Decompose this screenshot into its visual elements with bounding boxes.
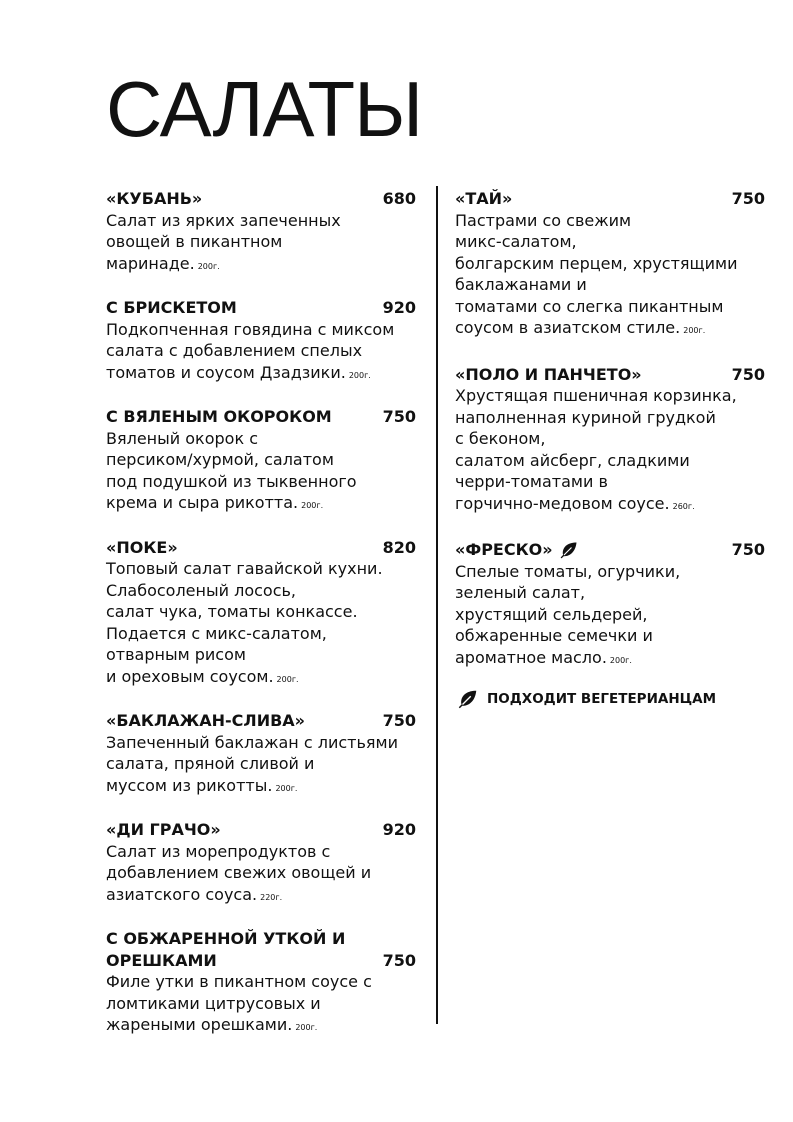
description-line — [106, 1014, 416, 1039]
description-line — [106, 644, 416, 666]
description-text: отварным рисом — [106, 645, 246, 664]
menu-item-weight: 200г. — [295, 1023, 318, 1032]
description-line — [106, 841, 416, 863]
menu-item-name — [455, 188, 512, 210]
menu-item-price: 680 — [382, 189, 416, 208]
description-text: салат чука, томаты конкассе. — [106, 602, 358, 621]
menu-item-header — [106, 537, 416, 559]
description-text: соусом в азиатском стиле. — [455, 318, 681, 337]
menu-item-name — [106, 406, 332, 428]
description-text: маринаде. — [106, 253, 195, 273]
description-text: Хрустящая пшеничная корзинка, — [455, 386, 737, 405]
description-text: черри-томатами в — [455, 472, 608, 491]
description-line — [455, 582, 765, 604]
menu-item-header — [106, 819, 416, 841]
menu-item-weight: 200г. — [197, 261, 220, 271]
menu-item-name — [106, 710, 305, 732]
menu-item-description — [455, 210, 765, 342]
description-text: Салат из морепродуктов с — [106, 841, 331, 861]
description-text: муссом из рикотты. — [106, 775, 273, 795]
description-text: с беконом, — [455, 429, 546, 448]
description-text: добавлением свежих овощей и — [106, 863, 372, 882]
description-line — [106, 993, 416, 1015]
menu-item-price: 750 — [731, 540, 765, 559]
description-line — [106, 558, 416, 580]
description-line — [106, 362, 416, 387]
description-line — [106, 471, 416, 493]
description-line — [106, 601, 416, 623]
menu-item-name-text: С БРИСКЕТОМ — [106, 298, 237, 317]
description-line — [106, 623, 416, 645]
description-text: крема и сыра рикотта. — [106, 493, 299, 512]
description-text: Топовый салат гавайской кухни. — [106, 559, 383, 578]
description-line — [106, 862, 416, 884]
menu-item-weight: 200г. — [301, 501, 324, 510]
menu-item-price: 750 — [382, 950, 416, 970]
menu-item — [455, 539, 765, 671]
menu-item-header — [106, 928, 416, 971]
menu-item-description — [106, 732, 416, 800]
menu-item — [106, 188, 416, 277]
description-line — [106, 340, 416, 362]
description-text: персиком/хурмой, салатом — [106, 450, 334, 469]
description-text: баклажанами и — [455, 275, 587, 294]
description-text: азиатского соуса. — [106, 884, 258, 904]
menu-item-header — [106, 188, 416, 210]
menu-item — [455, 188, 765, 342]
menu-item-name — [106, 819, 221, 841]
description-text: овощей в пикантном — [106, 232, 283, 251]
right-menu-column — [455, 188, 765, 671]
description-text: Подается с микс-салатом, — [106, 623, 327, 643]
description-line — [106, 492, 416, 517]
leaf-icon — [457, 688, 479, 710]
menu-item-description — [106, 558, 416, 690]
description-line — [455, 647, 765, 672]
page-title: САЛАТЫ — [106, 65, 423, 153]
menu-item-header — [106, 710, 416, 732]
description-line — [455, 493, 765, 518]
menu-item-description — [106, 210, 416, 278]
description-text: Вяленый окорок с — [106, 428, 258, 448]
description-line — [106, 580, 416, 602]
menu-item — [106, 819, 416, 908]
description-text: наполненная куриной грудкой — [455, 407, 716, 427]
description-text: Слабосоленый лосось, — [106, 580, 297, 600]
menu-item-weight: 200г. — [348, 370, 371, 380]
description-text: салата с добавлением спелых — [106, 341, 363, 360]
description-line — [106, 666, 416, 691]
menu-item-description — [106, 971, 416, 1039]
menu-item-name-text: «БАКЛАЖАН-СЛИВА» — [106, 711, 305, 730]
description-line — [106, 775, 416, 800]
description-text: обжаренные семечки и — [455, 626, 653, 645]
left-menu-column — [106, 188, 416, 1039]
menu-item-name — [106, 928, 366, 971]
description-line — [455, 296, 765, 318]
menu-item-name-text: «ПОКЕ» — [106, 537, 178, 557]
description-line — [455, 625, 765, 647]
menu-item — [106, 710, 416, 799]
menu-item-price: 750 — [382, 407, 416, 426]
menu-item-header — [106, 297, 416, 319]
description-text: горчично-медовом соусе. — [455, 493, 670, 513]
description-text: ломтиками цитрусовых и — [106, 993, 321, 1013]
description-text: ароматное масло. — [455, 647, 607, 667]
description-text: салатом айсберг, сладкими — [455, 450, 690, 470]
menu-item-name — [455, 539, 579, 561]
menu-item-header — [455, 539, 765, 561]
menu-item-name-text: С ВЯЛЕНЫМ ОКОРОКОМ — [106, 407, 332, 426]
description-line — [106, 428, 416, 450]
menu-item-weight: 200г. — [275, 783, 298, 793]
menu-item-price: 750 — [382, 711, 416, 730]
menu-item-price: 920 — [382, 298, 416, 317]
menu-item-description — [106, 841, 416, 909]
description-text: зеленый салат, — [455, 583, 586, 602]
menu-item — [106, 537, 416, 691]
menu-item-name-text: «ПОЛО И ПАНЧЕТО» — [455, 364, 642, 384]
menu-item-name-text: «ДИ ГРАЧО» — [106, 820, 221, 839]
description-text: под подушкой из тыквенного — [106, 471, 357, 491]
description-line — [455, 450, 765, 472]
menu-item-name — [455, 364, 642, 386]
legend-text: ПОДХОДИТ ВЕГЕТЕРИАНЦАМ — [487, 691, 717, 707]
description-line — [106, 971, 416, 993]
description-line — [455, 428, 765, 450]
description-line — [455, 253, 765, 275]
menu-item-description — [455, 561, 765, 672]
description-text: жареными орешками. — [106, 1015, 293, 1034]
description-text: Салат из ярких запеченных — [106, 210, 341, 230]
menu-item-name — [106, 537, 178, 559]
menu-item-name — [106, 188, 202, 210]
menu-item-description — [455, 385, 765, 517]
description-line — [106, 884, 416, 909]
menu-item-description — [106, 428, 416, 517]
description-text: Филе утки в пикантном соусе с — [106, 972, 372, 991]
description-text: томатов и соусом Дзадзики. — [106, 362, 346, 382]
menu-item — [106, 406, 416, 517]
menu-item — [455, 364, 765, 518]
description-line — [455, 385, 765, 407]
menu-item-weight: 260г. — [672, 501, 695, 511]
description-line — [455, 604, 765, 626]
description-line — [106, 253, 416, 278]
description-line — [455, 561, 765, 583]
menu-item-price: 750 — [731, 189, 765, 208]
menu-item-weight: 200г. — [683, 326, 706, 335]
description-text: томатами со слегка пикантным — [455, 296, 724, 316]
description-line — [455, 231, 765, 253]
menu-item-price: 920 — [382, 820, 416, 839]
description-text: Запеченный баклажан с листьями — [106, 732, 398, 752]
description-line — [106, 753, 416, 775]
description-line — [106, 319, 416, 341]
menu-item-description — [106, 319, 416, 387]
menu-item-name-text: «ФРЕСКО» — [455, 540, 553, 559]
menu-item-header — [455, 364, 765, 386]
vegetarian-legend — [457, 688, 716, 710]
description-line — [455, 471, 765, 493]
description-text: Пастрами со свежим — [455, 210, 632, 230]
description-text: Подкопченная говядина с миксом — [106, 319, 395, 339]
description-line — [106, 210, 416, 232]
menu-item-header — [106, 406, 416, 428]
description-line — [455, 407, 765, 429]
description-line — [455, 210, 765, 232]
description-text: микс-салатом, — [455, 232, 577, 251]
description-text: хрустящий сельдерей, — [455, 604, 648, 624]
menu-item — [106, 297, 416, 386]
column-divider — [436, 186, 438, 1024]
menu-item-header — [455, 188, 765, 210]
description-line — [106, 449, 416, 471]
menu-item-weight: 200г. — [276, 674, 299, 684]
menu-item-weight: 200г. — [609, 655, 632, 665]
menu-item-name-text: «ТАЙ» — [455, 189, 513, 208]
menu-item — [106, 928, 416, 1039]
description-line — [455, 274, 765, 296]
menu-item-name-text: С ОБЖАРЕННОЙ УТКОЙ И ОРЕШКАМИ — [106, 929, 346, 970]
description-text: Спелые томаты, огурчики, — [455, 561, 681, 581]
description-text: болгарским перцем, хрустящими — [455, 253, 738, 273]
description-line — [106, 732, 416, 754]
leaf-icon — [559, 540, 579, 560]
menu-item-name-text: «КУБАНЬ» — [106, 189, 203, 208]
description-text: и ореховым соусом. — [106, 666, 274, 686]
description-line — [106, 231, 416, 253]
menu-item-name — [106, 297, 237, 319]
menu-item-price: 750 — [731, 364, 765, 384]
menu-item-weight: 220г. — [260, 892, 283, 902]
menu-item-price: 820 — [382, 537, 416, 557]
description-text: салата, пряной сливой и — [106, 754, 315, 773]
description-line — [455, 317, 765, 342]
